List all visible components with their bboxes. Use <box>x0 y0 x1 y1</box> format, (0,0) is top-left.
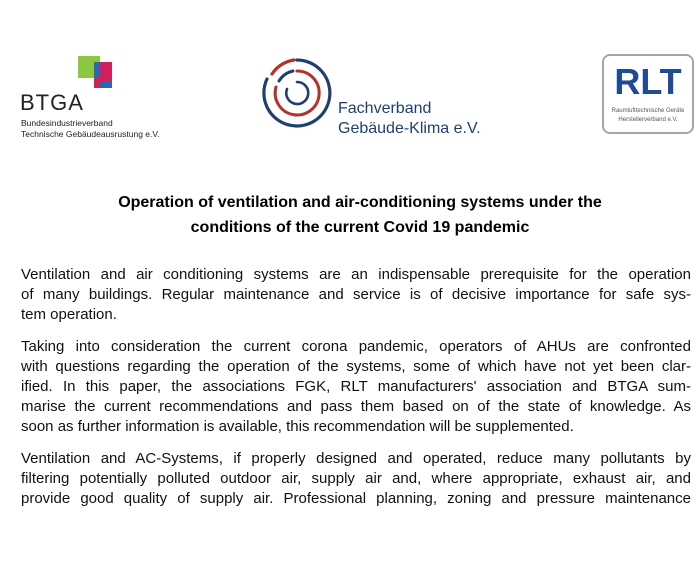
paragraph-line: Ventilation and air conditioning systems are an indispensable prerequisite for the operation <box>21 266 691 283</box>
fgk-logo-swirl-icon <box>258 54 336 132</box>
paragraph-line: Ventilation and AC-Systems, if properly designed and operated, reduce many pollutants by <box>21 450 691 467</box>
fgk-name-line1: Fachverband <box>338 100 432 117</box>
document-title-line2: conditions of the current Covid 19 pandemic <box>190 219 530 236</box>
rlt-subtitle-line2: Herstellerverband e.V. <box>618 117 678 123</box>
document-title <box>60 190 660 240</box>
paragraph-line: filtering potentially polluted outdoor air, supply air and, where appropriate, exhaust air, and <box>21 470 691 487</box>
btga-subtitle-line2: Technische Gebäudeausrustung e.V. <box>21 129 160 139</box>
document-body <box>21 265 691 521</box>
btga-logo <box>20 54 180 144</box>
btga-name: BTGA <box>20 90 84 115</box>
paragraph-line: with questions regarding the operation of the systems, some of which have not yet been clar- <box>21 358 691 375</box>
fgk-name-line2: Gebäude-Klima e.V. <box>338 120 481 137</box>
paragraph-line: of many buildings. Regular maintenance and service is of decisive importance for safe sys- <box>21 286 691 303</box>
rlt-name: RLT <box>614 61 682 101</box>
fgk-logo <box>258 54 528 144</box>
paragraph-line: provide good quality of supply air. Professional planning, zoning and pressure maintenance <box>21 490 691 507</box>
paragraph-line: marise the current recommendations and pass them based on of the state of knowledge. As <box>21 398 691 415</box>
rlt-logo-mark-icon <box>612 59 684 101</box>
paragraph-1 <box>21 265 691 325</box>
rlt-logo <box>602 54 694 134</box>
paragraph-3 <box>21 449 691 509</box>
document-title-line1: Operation of ventilation and air-conditioning systems under the <box>118 194 602 211</box>
paragraph-line: soon as further information is available, this recommendation will be supplemented. <box>21 418 574 435</box>
paragraph-2 <box>21 337 691 437</box>
rlt-subtitle-line1: Raumlufttechnische Geräte <box>611 108 685 114</box>
btga-subtitle-line1: Bundesindustrieverband <box>21 118 113 128</box>
paragraph-line: Taking into consideration the current corona pandemic, operators of AHUs are confronted <box>21 338 691 355</box>
paragraph-line: ified. In this paper, the associations FGK, RLT manufacturers' association and BTGA sum- <box>21 378 691 395</box>
paragraph-line: tem operation. <box>21 306 117 323</box>
